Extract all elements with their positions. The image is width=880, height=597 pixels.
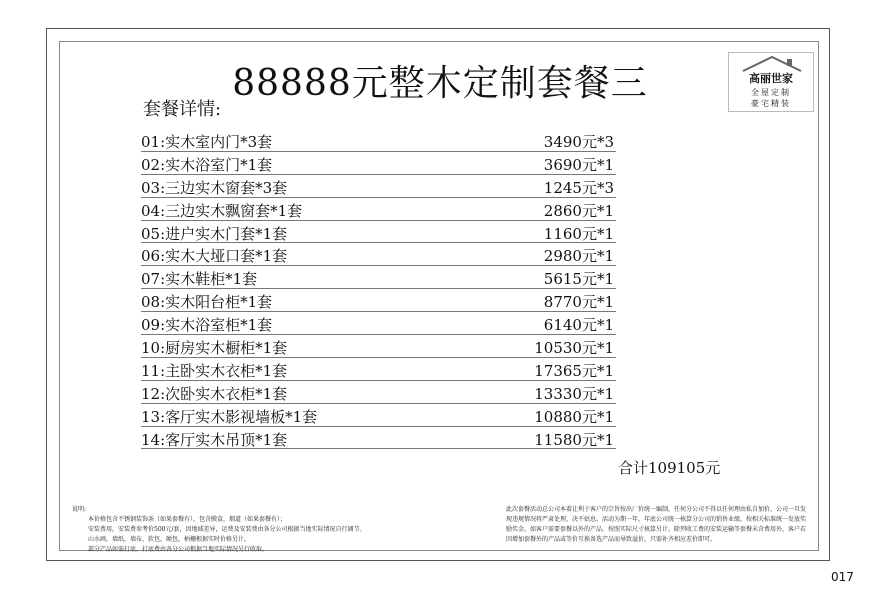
logo-brand-name: 高丽世家 xyxy=(749,72,793,85)
list-item xyxy=(141,405,616,428)
notes-right: 此次套餐活动总公司本着让利于客户的宗旨按出厂价统一编制，任何分公司不得以任何理由私自加价，公司一旦发现违规情况将严肃处理，决不姑息。活动为期一年，年底公司统一核算分公司的销售业绩，按相关标准统一发放奖励奖金。如客户需要套餐以外的产品，按照实际尺寸核算另计。除列收工费的安装运输等套餐未含费用外，客户若因增加套餐外的产品或等价互换备选产品而导致溢价，只需补齐相应差价即可。 xyxy=(506,506,807,543)
list-item xyxy=(141,199,616,222)
row-divider xyxy=(141,311,616,312)
item-name: 09:实木浴室柜*1套 xyxy=(141,316,273,335)
note-line: 安装费用，安装费参考价500元/套，因地域差异，运费及安装费由各分公司根据当地实际情况自行调节。 xyxy=(88,526,366,533)
item-price: 13330元*1 xyxy=(534,384,614,403)
note-line: 说明: xyxy=(72,506,87,513)
logo-tagline-2: 豪宅精装 xyxy=(751,99,791,108)
item-name: 03:三边实木窗套*3套 xyxy=(141,178,288,197)
item-name: 08:实木阳台柜*1套 xyxy=(141,293,273,312)
brand-logo xyxy=(728,52,814,112)
logo-tagline-1: 全屋定制 xyxy=(751,88,791,97)
list-item xyxy=(141,382,616,405)
note-line: 山水画，墙纸，墙布，软包，硬包，柄栅根据实时价格另计。 xyxy=(88,536,251,543)
item-name: 07:实木鞋柜*1套 xyxy=(141,270,258,289)
note-line: 本价格包含不锈钢装饰条（如果套餐有），包含膜盒，烟道（如果套餐有）； xyxy=(88,516,287,523)
list-item xyxy=(141,244,616,267)
item-price: 3490元*3 xyxy=(543,133,614,151)
item-price: 1245元*3 xyxy=(543,178,614,197)
item-price: 11580元*1 xyxy=(534,430,614,449)
list-item xyxy=(141,153,616,176)
page-title: 88888元整木定制套餐三 xyxy=(232,63,648,104)
row-divider xyxy=(141,448,616,449)
row-divider xyxy=(141,288,616,289)
row-divider xyxy=(141,357,616,358)
list-item xyxy=(141,336,616,359)
item-name: 02:实木浴室门*1套 xyxy=(141,155,273,174)
list-item xyxy=(141,290,616,313)
item-name: 12:次卧实木衣柜*1套 xyxy=(141,384,288,403)
package-details-heading: 套餐详情: xyxy=(143,99,222,120)
item-name: 11:主卧实木衣柜*1套 xyxy=(141,361,288,380)
item-name: 05:进户实木门套*1套 xyxy=(141,224,288,243)
row-divider xyxy=(141,403,616,404)
note-line: 部分产品如需打底，打底费由各分公司根据当地实际情况另行收取。 xyxy=(88,546,269,553)
item-price: 1160元*1 xyxy=(543,224,614,243)
row-divider xyxy=(141,220,616,221)
item-price: 17365元*1 xyxy=(534,361,614,380)
row-divider xyxy=(141,334,616,335)
item-price: 3690元*1 xyxy=(543,155,614,174)
item-price: 10880元*1 xyxy=(534,407,614,426)
total-price: 合计109105元 xyxy=(618,459,721,477)
list-item xyxy=(141,130,616,153)
list-item xyxy=(141,176,616,199)
row-divider xyxy=(141,265,616,266)
item-name: 13:客厅实木影视墙板*1套 xyxy=(141,407,318,426)
item-price: 5615元*1 xyxy=(543,270,614,289)
item-price: 6140元*1 xyxy=(543,316,614,335)
list-item xyxy=(141,222,616,245)
row-divider xyxy=(141,174,616,175)
item-price: 2860元*1 xyxy=(543,201,614,220)
package-item-list xyxy=(141,130,616,450)
list-item xyxy=(141,428,616,451)
item-name: 10:厨房实木橱柜*1套 xyxy=(141,339,288,358)
row-divider xyxy=(141,426,616,427)
row-divider xyxy=(141,197,616,198)
row-divider xyxy=(141,380,616,381)
list-item xyxy=(141,359,616,382)
item-price: 10530元*1 xyxy=(534,339,614,358)
item-name: 04:三边实木飘窗套*1套 xyxy=(141,201,303,220)
item-name: 06:实木大垭口套*1套 xyxy=(141,247,288,266)
row-divider xyxy=(141,242,616,243)
row-divider xyxy=(141,151,616,152)
list-item xyxy=(141,267,616,290)
list-item xyxy=(141,313,616,336)
item-name: 14:客厅实木吊顶*1套 xyxy=(141,430,288,449)
page-number: 017 xyxy=(831,570,854,584)
item-name: 01:实木室内门*3套 xyxy=(141,133,273,151)
notes-left xyxy=(72,505,365,555)
item-price: 8770元*1 xyxy=(543,293,614,312)
item-price: 2980元*1 xyxy=(543,247,614,266)
